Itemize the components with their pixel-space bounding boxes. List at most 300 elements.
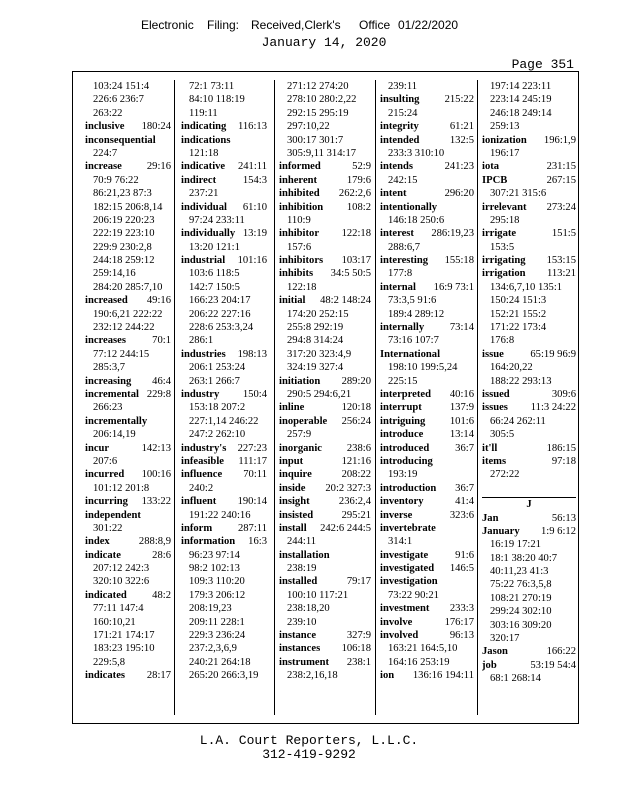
index-citation-line: 208:19,23 — [189, 603, 232, 615]
transcript-date: January 14, 2020 — [261, 35, 387, 50]
index-citation-line: 255:8 292:19 — [287, 322, 344, 334]
index-citation-line: 207:12 242:3 — [93, 563, 150, 575]
index-citation-line: 40:11,23 41:3 — [490, 566, 549, 578]
index-citation-line: 295:18 — [490, 214, 520, 226]
index-citation: 231:15 — [546, 161, 576, 173]
index-entry — [279, 227, 371, 240]
index-term: instance — [279, 630, 317, 642]
index-term: iota — [482, 161, 500, 173]
index-citation-line: 77:12 244:15 — [93, 348, 150, 360]
index-entry — [181, 495, 267, 508]
index-citation-line: 228:6 253:3,24 — [189, 322, 254, 334]
index-citation: 166:22 — [546, 646, 576, 658]
index-entry — [380, 201, 474, 214]
index-term: Jason — [482, 646, 508, 658]
index-term: incurring — [85, 496, 128, 508]
column-divider — [274, 80, 275, 715]
index-citation: 180:24 — [141, 121, 171, 133]
index-entry — [279, 201, 371, 214]
index-entry — [380, 428, 474, 441]
index-citation: 122:18 — [341, 228, 371, 240]
index-term: inclusive — [85, 121, 125, 133]
index-citation: 186:15 — [546, 442, 576, 454]
index-citation: 287:11 — [237, 522, 267, 534]
index-entry — [279, 656, 371, 669]
index-citation-line: 317:20 323:4,9 — [287, 348, 352, 360]
index-entry — [482, 442, 576, 455]
page-number: Page 351 — [511, 57, 574, 72]
index-citation-line: 215:24 — [388, 107, 418, 119]
index-entry — [181, 468, 267, 481]
index-entry — [279, 160, 371, 173]
index-citation: 65:19 96:9 — [530, 348, 576, 360]
index-citation: 36:7 — [455, 442, 474, 454]
index-citation-line: 324:19 327:4 — [287, 362, 344, 374]
index-citation: 286:19,23 — [431, 228, 474, 240]
index-citation-line: 222:19 223:10 — [93, 228, 155, 240]
index-citation: 154:3 — [242, 174, 267, 186]
index-citation: 151:5 — [551, 228, 576, 240]
index-term: January — [482, 525, 520, 537]
index-entry — [380, 321, 474, 334]
stamp-date: 01/22/2020 — [398, 18, 459, 32]
index-entry — [85, 294, 171, 307]
index-citation-line: 246:18 249:14 — [490, 107, 552, 119]
index-citation-line: 174:20 252:15 — [287, 308, 349, 320]
index-term: inhibitors — [279, 255, 324, 267]
index-citation-line: 290:5 294:6,21 — [287, 388, 352, 400]
index-citation-line: 75:22 76:3,5,8 — [490, 579, 552, 591]
index-citation-line: 314:1 — [388, 536, 413, 548]
index-citation: 137:9 — [449, 402, 474, 414]
index-citation-line: 86:21,23 87:3 — [93, 188, 152, 200]
index-citation: 36:7 — [455, 482, 474, 494]
index-term: intends — [380, 161, 413, 173]
index-entry — [181, 134, 267, 147]
index-term: initiation — [279, 375, 321, 387]
index-citation: 48:2 — [152, 589, 171, 601]
index-citation-line: 297:10,22 — [287, 121, 330, 133]
index-citation-line: 206:22 227:16 — [189, 308, 251, 320]
index-term: investigate — [380, 549, 429, 561]
index-citation-line: 160:10,21 — [93, 616, 136, 628]
index-citation-line: 239:11 — [388, 81, 418, 92]
index-term: incur — [85, 442, 110, 454]
index-term: inhibition — [279, 201, 324, 213]
index-citation-line: 100:10 117:21 — [287, 589, 349, 601]
index-term: incremental — [85, 388, 139, 400]
index-citation-line: 73:3,5 91:6 — [388, 295, 437, 307]
index-citation: 61:21 — [449, 121, 474, 133]
index-citation-line: 271:12 274:20 — [287, 81, 349, 92]
index-citation-line: 121:18 — [189, 147, 219, 159]
index-citation-line: 183:23 195:10 — [93, 643, 155, 655]
index-citation: 153:15 — [546, 255, 576, 267]
index-citation: 256:24 — [341, 415, 371, 427]
index-citation-line: 153:18 207:2 — [189, 402, 246, 414]
index-term: involve — [380, 616, 413, 628]
index-citation-line: 237:2,3,6,9 — [189, 643, 237, 655]
index-citation-line: 189:4 289:12 — [388, 308, 445, 320]
index-entry — [85, 134, 171, 147]
index-citation: 34:5 50:5 — [330, 268, 371, 280]
index-citation-line: 257:9 — [287, 429, 312, 441]
index-term: indicates — [85, 670, 126, 682]
index-entry — [181, 254, 267, 267]
index-entry — [380, 281, 474, 294]
index-entry — [279, 509, 371, 522]
index-citation: 20:2 327:3 — [325, 482, 371, 494]
index-citation-line: 177:8 — [388, 268, 413, 280]
index-term: increases — [85, 335, 126, 347]
index-term: inform — [181, 522, 213, 534]
index-citation: 52:9 — [352, 161, 371, 173]
index-citation: 29:16 — [146, 161, 171, 173]
index-term: installed — [279, 576, 318, 588]
index-term: industries — [181, 348, 226, 360]
index-entry — [85, 388, 171, 401]
index-term: insulting — [380, 94, 420, 106]
index-term: ion — [380, 670, 395, 682]
index-entry — [85, 415, 171, 428]
index-citation-line: 229:5,8 — [93, 656, 126, 668]
index-citation-line: 303:16 309:20 — [490, 619, 552, 631]
index-entry — [380, 187, 474, 200]
index-citation-line: 196:17 — [490, 147, 520, 159]
index-citation-line: 190:6,21 222:22 — [93, 308, 163, 320]
index-entry — [279, 187, 371, 200]
index-citation: 41:4 — [455, 496, 474, 508]
index-term: irrelevant — [482, 201, 527, 213]
index-citation-line: 226:6 236:7 — [93, 94, 144, 106]
index-entry — [380, 509, 474, 522]
index-citation: 179:6 — [346, 174, 371, 186]
index-entry — [482, 388, 576, 401]
index-term: introduction — [380, 482, 437, 494]
index-column-2 — [181, 80, 267, 719]
index-citation: 16:3 — [248, 536, 267, 548]
index-citation-line: 266:23 — [93, 402, 123, 414]
index-entry — [279, 254, 371, 267]
index-entry — [482, 267, 576, 280]
index-term: involved — [380, 630, 419, 642]
word-index-box — [72, 71, 579, 724]
index-citation-line: 150:24 151:3 — [490, 295, 547, 307]
index-citation-line: 259:14,16 — [93, 268, 136, 280]
index-citation-line: 157:6 — [287, 241, 312, 253]
index-citation: 73:14 — [449, 322, 474, 334]
index-citation-line: 209:11 228:1 — [189, 616, 245, 628]
index-citation-line: 300:17 301:7 — [287, 134, 344, 146]
index-term: information — [181, 536, 236, 548]
index-citation-line: 240:21 264:18 — [189, 656, 251, 668]
index-entry — [380, 415, 474, 428]
index-term: intent — [380, 188, 407, 200]
index-entry — [380, 93, 474, 106]
index-entry — [181, 227, 267, 240]
index-term: integrity — [380, 121, 419, 133]
index-term: inline — [279, 402, 305, 414]
reporter-name: L.A. Court Reporters, L.L.C. — [199, 733, 419, 748]
index-citation: 113:21 — [546, 268, 576, 280]
index-citation-line: 68:1 268:14 — [490, 673, 541, 685]
index-entry — [482, 525, 576, 538]
index-entry — [279, 495, 371, 508]
index-citation: 120:18 — [341, 402, 371, 414]
index-term: inhibits — [279, 268, 314, 280]
index-entry — [85, 589, 171, 602]
index-citation-line: 119:11 — [189, 107, 218, 119]
index-entry — [181, 348, 267, 361]
index-term: introducing — [380, 455, 433, 467]
column-divider — [174, 80, 175, 715]
index-term: inside — [279, 482, 306, 494]
index-citation: 146:5 — [449, 563, 474, 575]
index-citation-line: 108:21 270:19 — [490, 592, 552, 604]
index-citation: 323:6 — [449, 509, 474, 521]
index-citation: 198:13 — [237, 348, 267, 360]
index-citation-line: 77:11 147:4 — [93, 603, 144, 615]
index-term: investment — [380, 603, 430, 615]
index-entry — [380, 442, 474, 455]
letter-heading: J — [482, 497, 576, 511]
index-citation-line: 13:20 121:1 — [189, 241, 240, 253]
index-citation: 70:1 — [152, 335, 171, 347]
index-citation-line: 182:15 206:8,14 — [93, 201, 163, 213]
index-citation-line: 286:1 — [189, 335, 214, 347]
index-term: issue — [482, 348, 504, 360]
index-citation: 1:9 6:12 — [540, 525, 576, 537]
index-citation: 309:6 — [551, 388, 576, 400]
index-term: input — [279, 455, 304, 467]
index-entry — [380, 549, 474, 562]
column-divider — [375, 80, 376, 715]
index-citation-line: 197:14 223:11 — [490, 81, 552, 92]
index-citation-line: 288:6,7 — [388, 241, 421, 253]
index-citation: 142:13 — [141, 442, 171, 454]
page-footer — [0, 734, 618, 762]
index-term: interpreted — [380, 388, 431, 400]
index-citation-line: 188:22 293:13 — [490, 375, 552, 387]
index-entry — [482, 254, 576, 267]
index-entry — [380, 629, 474, 642]
index-citation: 28:6 — [152, 549, 171, 561]
index-citation-line: 73:22 90:21 — [388, 589, 439, 601]
index-term: items — [482, 455, 507, 467]
index-citation-line: 233:3 310:10 — [388, 147, 445, 159]
index-citation-line: 240:2 — [189, 482, 214, 494]
index-entry — [482, 455, 576, 468]
index-citation: 116:13 — [237, 121, 267, 133]
index-term: internal — [380, 281, 416, 293]
index-citation-line: 206:19 220:23 — [93, 214, 155, 226]
index-term: indicated — [85, 589, 127, 601]
index-citation: 11:3 24:22 — [530, 402, 576, 414]
index-term: infeasible — [181, 455, 224, 467]
index-citation: 215:22 — [444, 94, 474, 106]
index-citation-line: 225:15 — [388, 375, 418, 387]
index-term: it'll — [482, 442, 498, 454]
index-term: intended — [380, 134, 420, 146]
index-citation-line: 320:10 322:6 — [93, 576, 150, 588]
index-entry — [380, 482, 474, 495]
index-term: issued — [482, 388, 510, 400]
index-term: influence — [181, 469, 223, 481]
index-term: instrument — [279, 656, 330, 668]
index-term: interest — [380, 228, 414, 240]
index-term: indicate — [85, 549, 121, 561]
index-term: instances — [279, 643, 321, 655]
index-term: irrigating — [482, 255, 526, 267]
index-term: Jan — [482, 512, 499, 524]
index-citation: 327:9 — [346, 630, 371, 642]
index-term: industrial — [181, 255, 226, 267]
index-citation: 121:16 — [341, 455, 371, 467]
index-citation-line: 285:3,7 — [93, 362, 126, 374]
index-citation-line: 166:23 204:17 — [189, 295, 251, 307]
index-term: inventory — [380, 496, 424, 508]
index-citation: 97:18 — [551, 455, 576, 467]
index-citation: 16:9 73:1 — [433, 281, 474, 293]
index-entry — [181, 522, 267, 535]
index-term: inorganic — [279, 442, 322, 454]
index-citation: 190:14 — [237, 496, 267, 508]
index-entry — [279, 174, 371, 187]
index-citation: 242:6 244:5 — [320, 522, 371, 534]
index-citation-line: 239:10 — [287, 616, 317, 628]
index-column-3 — [279, 80, 371, 719]
index-term: job — [482, 659, 497, 671]
index-entry — [482, 227, 576, 240]
stamp-filing: Filing: — [207, 18, 240, 32]
index-term: intentionally — [380, 201, 438, 213]
index-citation-line: 265:20 266:3,19 — [189, 670, 259, 682]
index-citation-line: 142:7 150:5 — [189, 281, 240, 293]
index-citation-line: 171:22 173:4 — [490, 322, 547, 334]
index-term: irrigation — [482, 268, 526, 280]
index-citation-line: 223:14 245:19 — [490, 94, 552, 106]
index-term: International — [380, 348, 441, 360]
index-entry — [181, 174, 267, 187]
index-term: inconsequential — [85, 134, 156, 146]
index-citation: 150:4 — [242, 388, 267, 400]
index-citation-line: 320:17 — [490, 633, 520, 645]
index-citation: 103:17 — [341, 255, 371, 267]
index-citation: 267:15 — [546, 174, 576, 186]
index-entry — [85, 442, 171, 455]
index-entry — [380, 160, 474, 173]
index-term: introduce — [380, 429, 424, 441]
index-citation: 229:8 — [146, 388, 171, 400]
index-entry — [85, 509, 171, 522]
index-entry — [85, 495, 171, 508]
index-citation: 241:11 — [237, 161, 267, 173]
index-column-4 — [380, 80, 474, 719]
index-citation-line: 16:19 17:21 — [490, 539, 541, 551]
index-entry — [85, 468, 171, 481]
index-citation: 132:5 — [449, 134, 474, 146]
index-citation-line: 242:15 — [388, 174, 418, 186]
index-term: insight — [279, 496, 310, 508]
index-term: inverse — [380, 509, 413, 521]
index-citation-line: 207:6 — [93, 455, 118, 467]
index-entry — [380, 575, 474, 588]
index-citation: 208:22 — [341, 469, 371, 481]
index-term: individually — [181, 228, 236, 240]
column-divider — [477, 80, 478, 715]
index-citation: 13:14 — [449, 429, 474, 441]
index-citation: 133:22 — [141, 496, 171, 508]
index-term: informed — [279, 161, 321, 173]
index-citation: 96:13 — [449, 630, 474, 642]
index-entry — [482, 659, 576, 672]
index-citation: 289:20 — [341, 375, 371, 387]
index-citation: 111:17 — [238, 455, 267, 467]
index-citation-line: 263:1 266:7 — [189, 375, 240, 387]
index-citation-line: 73:16 107:7 — [388, 335, 439, 347]
index-citation: 53:19 54:4 — [530, 659, 576, 671]
index-citation-line: 227:1,14 246:22 — [189, 415, 259, 427]
index-citation: 227:23 — [237, 442, 267, 454]
index-term: increasing — [85, 375, 132, 387]
index-citation-line: 263:22 — [93, 107, 123, 119]
index-entry — [380, 522, 474, 535]
index-citation: 46:4 — [152, 375, 171, 387]
index-term: increased — [85, 295, 128, 307]
index-term: industry's — [181, 442, 227, 454]
index-citation-line: 238:19 — [287, 563, 317, 575]
index-citation: 108:2 — [346, 201, 371, 213]
index-citation-line: 103:24 151:4 — [93, 81, 150, 92]
index-term: indicating — [181, 121, 227, 133]
index-term: increase — [85, 161, 122, 173]
index-citation-line: 164:20,22 — [490, 362, 533, 374]
index-citation-line: 292:15 295:19 — [287, 107, 349, 119]
stamp-received: Received,Clerk's — [251, 18, 341, 32]
index-citation-line: 84:10 118:19 — [189, 94, 245, 106]
index-term: index — [85, 536, 110, 548]
index-citation: 238:6 — [346, 442, 371, 454]
index-citation-line: 70:9 76:22 — [93, 174, 139, 186]
index-citation-line: 237:21 — [189, 188, 219, 200]
index-entry — [85, 160, 171, 173]
index-term: investigated — [380, 563, 435, 575]
index-entry — [380, 254, 474, 267]
index-column-1 — [85, 80, 171, 719]
index-entry — [279, 629, 371, 642]
index-citation-line: 206:1 253:24 — [189, 362, 246, 374]
index-citation-line — [482, 482, 576, 495]
index-term: individual — [181, 201, 227, 213]
index-citation-line: 247:2 262:10 — [189, 429, 246, 441]
index-term: invertebrate — [380, 522, 436, 534]
index-entry — [279, 415, 371, 428]
index-citation: 61:10 — [242, 201, 267, 213]
index-citation-line: 272:22 — [490, 469, 520, 481]
index-entry — [85, 669, 171, 682]
index-citation-line: 301:22 — [93, 522, 123, 534]
index-term: install — [279, 522, 307, 534]
index-citation-line: 238:2,16,18 — [287, 670, 338, 682]
reporter-phone: 312-419-9292 — [262, 747, 356, 762]
index-citation-line: 101:12 201:8 — [93, 482, 150, 494]
index-term: issues — [482, 402, 508, 414]
index-entry — [380, 455, 474, 468]
index-entry — [85, 549, 171, 562]
index-citation-line: 238:18,20 — [287, 603, 330, 615]
index-entry — [279, 575, 371, 588]
index-citation-line: 96:23 97:14 — [189, 549, 240, 561]
